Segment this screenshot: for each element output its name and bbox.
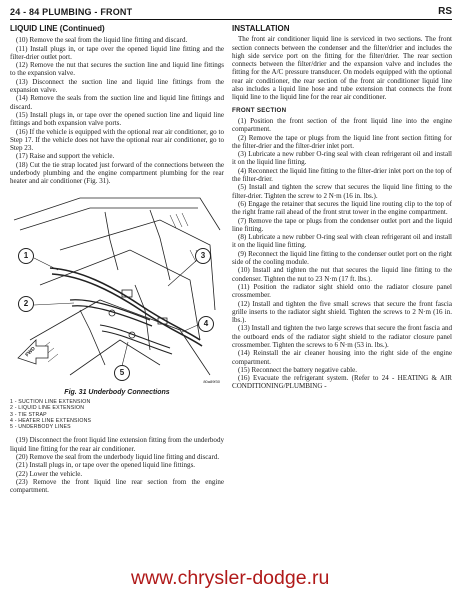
install-step-3: (3) Lubricate a new rubber O-ring seal with clean refrigerant oil and install it on the liquid line fitting.	[232, 150, 452, 167]
installation-intro: The front air conditioner liquid line is serviced in two sections. The front section connects between the condenser and the filter/drier and includes the high side service port on the fitting for the filter/drier. The rear section connects between the filter/drier and the expansion valve and includes the fitting for the A/C pressure transducer. On models equipped with the optional rear air conditioner, the rear section of the front air conditioner liquid line also includes a liquid line hose and tube extension that connects the front liquid line to the liquid line for the rear air conditioner.	[232, 35, 452, 102]
install-step-13: (13) Install and tighten the two large screws that secure the front fascia and the outboard ends of the radiator sight shield to the radiator closure panel crossmember. Tighten the screws to 6 N·m (53 in. lbs.).	[232, 324, 452, 349]
step-17: (17) Raise and support the vehicle.	[16, 152, 115, 161]
subhead-front-section: FRONT SECTION	[232, 106, 287, 114]
right-column	[232, 24, 452, 391]
legend-item: 1 - SUCTION LINE EXTENSION	[10, 398, 91, 405]
step-11: (11) Install plugs in, or tape over the opened liquid line fitting and the filter-drier outlet port.	[10, 44, 224, 61]
fwd-label: FWD	[24, 345, 37, 358]
install-step-9: (9) Reconnect the liquid line fitting to the condenser outlet port on the right side of the cooling module.	[232, 249, 452, 267]
callout-5: 5	[114, 365, 130, 381]
install-step-11: (11) Position the radiator sight shield onto the radiator closure panel crossmember.	[232, 282, 452, 300]
legend-item: 5 - UNDERBODY LINES	[10, 424, 71, 431]
step-19: (19) Disconnect the front liquid line extension fitting from the underbody liquid line fitting for the rear air conditioner.	[10, 436, 224, 453]
step-15: (15) Install plugs in, or tape over the opened suction line and liquid line fittings and both expansion valve ports.	[10, 110, 224, 128]
install-step-5: (5) Install and tighten the screw that secures the liquid line fitting to the filter-drier. Tighten the screw to 2 N·m (16 in. lbs.).	[232, 183, 452, 200]
model-code: RS	[438, 6, 452, 17]
step-10: (10) Remove the seal from the liquid line fitting and discard.	[16, 36, 188, 45]
step-13: (13) Disconnect the suction line and liquid line fittings from the expansion valve.	[10, 77, 224, 95]
section-title-installation: INSTALLATION	[232, 24, 290, 33]
callout-4: 4	[198, 316, 214, 332]
install-step-4: (4) Reconnect the liquid line fitting to the filter-drier inlet port on the top of the filter-drier.	[232, 166, 452, 184]
install-step-10: (10) Install and tighten the nut that secures the liquid line fitting to the condenser. Tighten the nut to 23 N·m (17 ft. lbs.).	[232, 266, 452, 283]
install-step-2: (2) Remove the tape or plugs from the liquid line front section fitting for the filter-drier and the filter-drier inlet port.	[232, 133, 452, 150]
step-18: (18) Cut the tie strap located just forward of the connections between the underbody plumbing and the engine compartment plumbing for the rear heater and air conditioner (Fig. 31).	[10, 160, 224, 186]
install-step-8: (8) Lubricate a new rubber O-ring seal with clean refrigerant oil and install it on the liquid line fitting.	[232, 233, 452, 250]
step-14: (14) Remove the seals from the suction line and liquid line fittings and discard.	[10, 94, 224, 111]
legend-item: 3 - TIE STRAP	[10, 411, 47, 418]
install-step-15: (15) Reconnect the battery negative cable.	[238, 365, 357, 374]
figure-code: 80a89f30	[203, 378, 220, 384]
left-column	[10, 24, 224, 495]
step-20: (20) Remove the seal from the underbody liquid line fitting and discard.	[16, 453, 220, 462]
legend-item: 4 - HEATER LINE EXTENSIONS	[10, 417, 92, 424]
install-step-7: (7) Remove the tape or plugs from the condenser outlet port and the liquid line fitting.	[232, 216, 452, 233]
install-step-1: (1) Position the front section of the front liquid line into the engine compartment.	[232, 116, 452, 134]
underbody-illustration	[10, 190, 224, 388]
callout-2: 2	[18, 296, 34, 312]
install-step-14: (14) Reinstall the air cleaner housing into the right side of the engine compartment.	[232, 349, 452, 366]
step-12: (12) Remove the nut that secures the suction line and liquid line fittings to the expansion valve.	[10, 61, 224, 78]
install-step-12: (12) Install and tighten the five small screws that secure the front fascia grille inserts to the radiator sight shield. Tighten the screws to 2 N·m (16 in. lbs.).	[232, 299, 452, 325]
figure-caption: Fig. 31 Underbody Connections	[64, 388, 170, 396]
watermark-url: www.chrysler-dodge.ru	[131, 567, 330, 589]
section-title-liquid-line: LIQUID LINE (Continued)	[10, 24, 105, 33]
figure-legend	[10, 399, 224, 430]
callout-3: 3	[195, 248, 211, 264]
step-21: (21) Install plugs in, or tape over the opened liquid line fittings.	[16, 461, 196, 470]
legend-item: 2 - LIQUID LINE EXTENSION	[10, 405, 85, 412]
step-22: (22) Lower the vehicle.	[16, 469, 83, 478]
install-step-16: (16) Evacuate the refrigerant system. (Refer to 24 - HEATING & AIR CONDITIONING/PLUMBING -	[232, 374, 452, 391]
callout-1: 1	[18, 248, 34, 264]
install-step-6: (6) Engage the retainer that secures the liquid line routing clip to the top of the right frame rail ahead of the front strut tower in the engine compartment.	[232, 199, 452, 217]
header-rule	[10, 19, 452, 20]
figure-underbody-connections	[10, 190, 224, 388]
step-23: (23) Remove the front liquid line rear section from the engine compartment.	[10, 477, 224, 495]
step-16: (16) If the vehicle is equipped with the optional rear air conditioner, go to Step 17. If the vehicle does not have the optional rear air conditioner, go to Step 23.	[10, 127, 224, 153]
page-section-label: 24 - 84 PLUMBING - FRONT	[10, 7, 133, 17]
